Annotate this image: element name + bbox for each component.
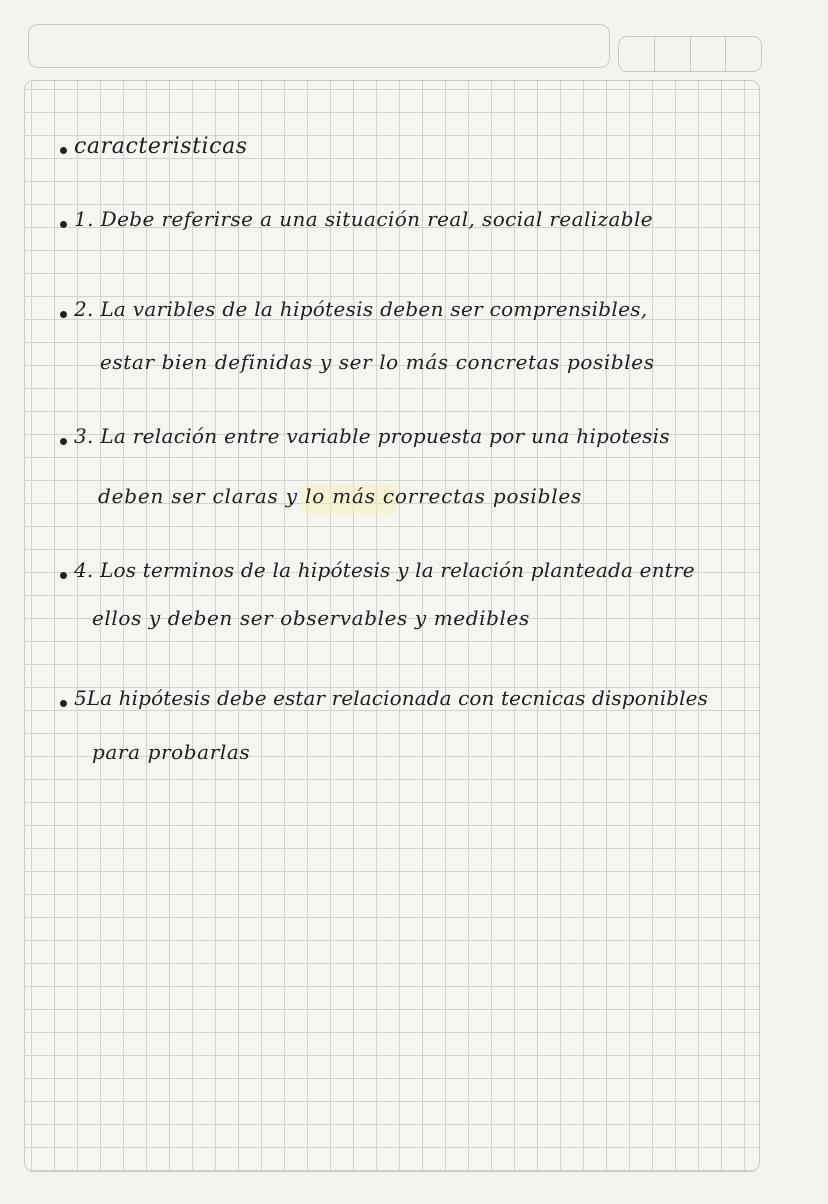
item-2-line-2: estar bien definidas y ser lo más concretas posibles	[100, 350, 655, 374]
notebook-title-bar	[28, 24, 610, 68]
date-cell	[619, 37, 655, 71]
bullet-dot	[60, 221, 67, 228]
date-cell	[726, 37, 761, 71]
notebook-date-box	[618, 36, 762, 72]
item-3-line-1: 3. La relación entre variable propuesta por una hipotesis	[74, 424, 670, 448]
bullet-dot	[60, 700, 67, 707]
bullet-dot	[60, 147, 67, 154]
item-5-line-1: 5La hipótesis debe estar relacionada con tecnicas disponibles	[74, 686, 708, 710]
date-cell	[691, 37, 727, 71]
item-3-line-2: deben ser claras y lo más correctas posibles	[98, 484, 583, 508]
item-2-line-1: 2. La varibles de la hipótesis deben ser comprensibles,	[74, 297, 648, 321]
item-4-line-2: ellos y deben ser observables y medibles	[92, 606, 530, 630]
bullet-dot	[60, 311, 67, 318]
item-1-line-1: 1. Debe referirse a una situación real, social realizable	[74, 207, 654, 231]
bullet-dot	[60, 438, 67, 445]
item-4-line-1: 4. Los terminos de la hipótesis y la relación planteada entre	[74, 558, 695, 582]
heading-caracteristicas: caracteristicas	[74, 134, 248, 159]
bullet-dot	[60, 572, 67, 579]
item-5-line-2: para probarlas	[92, 740, 251, 764]
date-cell	[655, 37, 691, 71]
